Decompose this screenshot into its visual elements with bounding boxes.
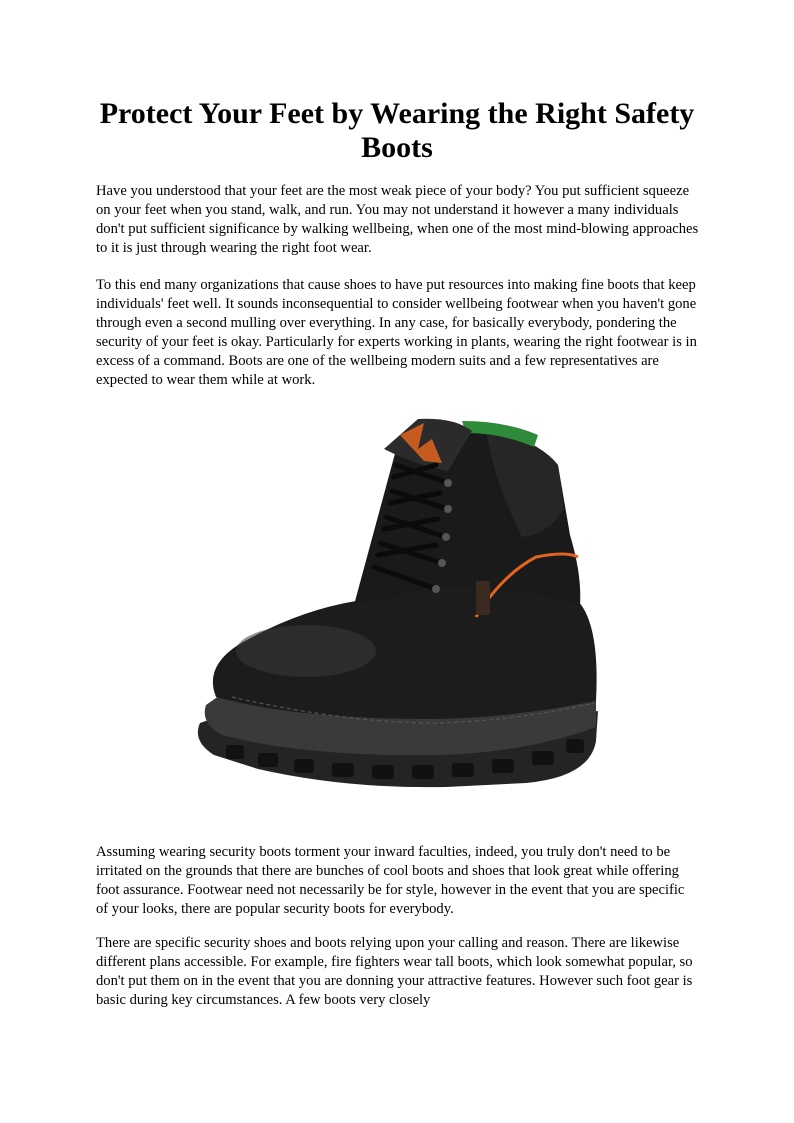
paragraph-style: Assuming wearing security boots torment your inward faculties, indeed, you truly don't need to be irritated on the grounds that there are bunches of cool boots and shoes that look great while offering foot assurance. Footwear need not necessarily be for style, however in the event that you are specific of your looks, there are popular security boots for everybody.: [96, 844, 685, 917]
paragraph-intro: Have you understood that your feet are the most weak piece of your body? You put sufficient squeeze on your feet when you stand, walk, and run. You may not understand it however a many individuals don't put sufficient significance by walking wellbeing, when one of the most mind-blowing approaches to it is just through wearing the right foot wear.: [96, 183, 699, 256]
article-title: Protect Your Feet by Wearing the Right Safety Boots: [99, 97, 695, 164]
safety-boot-icon: [186, 405, 610, 823]
safety-boot-image: [186, 405, 610, 823]
paragraph-specific-boots: There are specific security shoes and boots relying upon your calling and reason. There are likewise different plans accessible. For example, fire fighters wear tall boots, which look somewhat popular, so don't put them on in the event that you are donning your attractive features. However such foot gear is basic during key circumstances. A few boots very closely: [96, 935, 693, 1008]
paragraph-organizations: To this end many organizations that cause shoes to have put resources into making fine boots that keep individuals' feet well. It sounds inconsequential to consider wellbeing footwear when you haven't gone through even a second mulling over everything. In any case, for basically everybody, pondering the security of your feet is okay. Particularly for experts working in plants, wearing the right footwear is in excess of a command. Boots are one of the wellbeing modern suits and a few representatives are expected to wear them while at work.: [96, 277, 697, 388]
